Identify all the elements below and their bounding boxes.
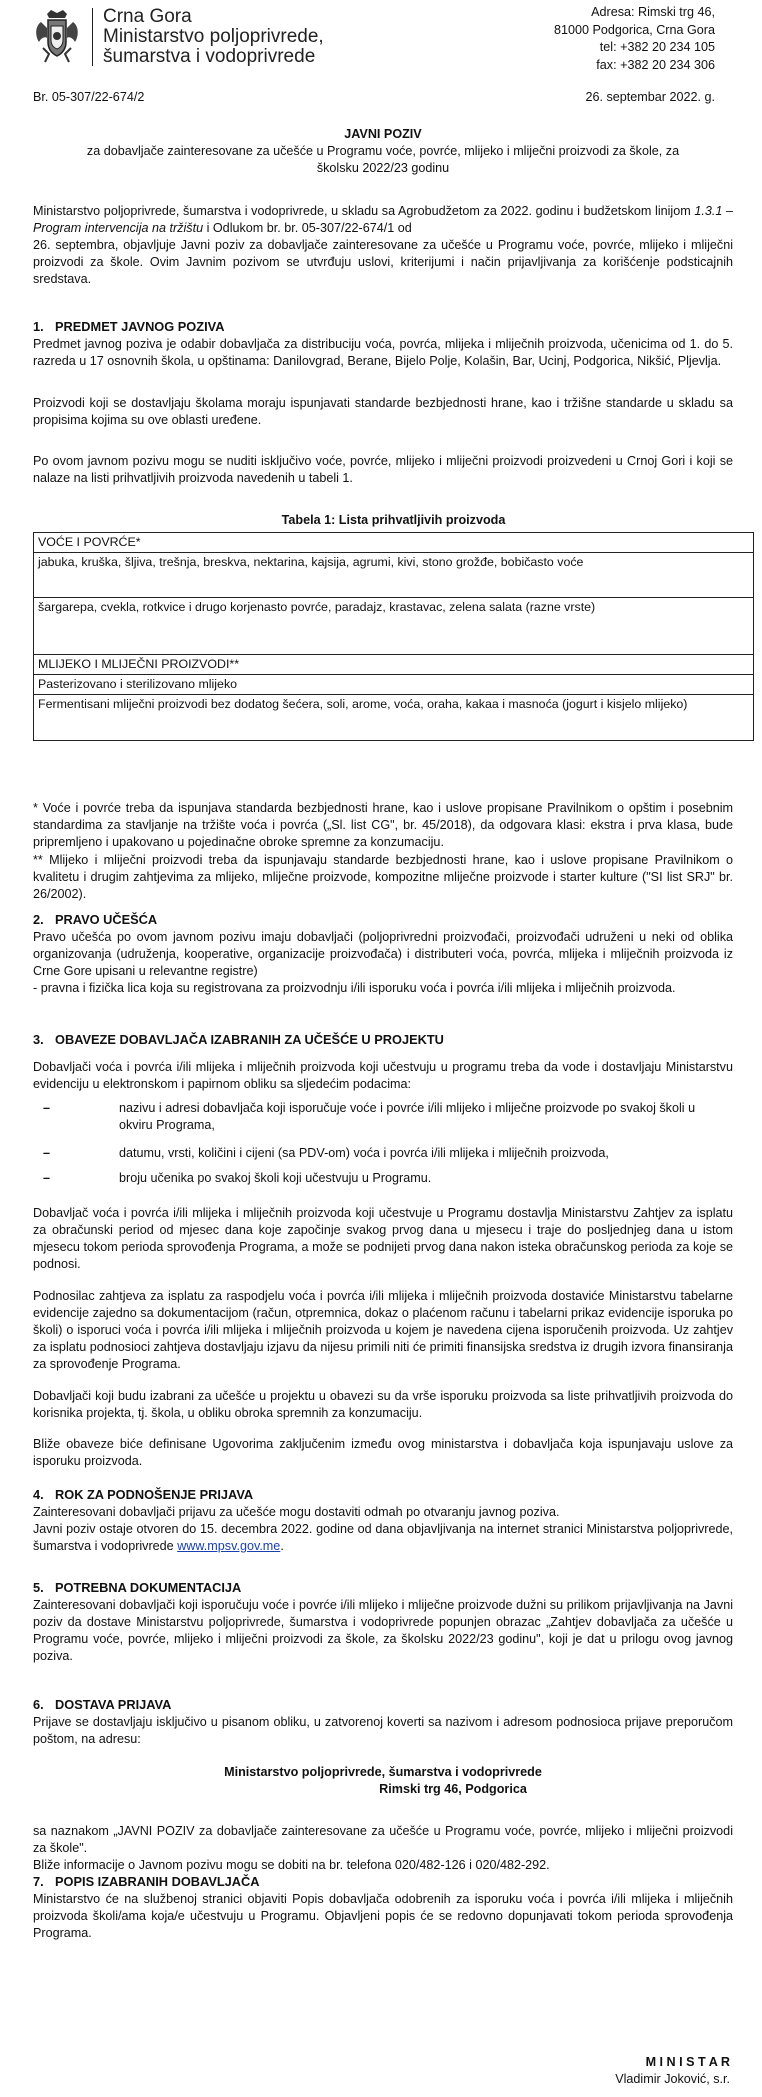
section-number: 4. xyxy=(33,1487,44,1502)
signature-block xyxy=(615,2054,730,2088)
table-row xyxy=(34,533,754,553)
paragraph: Dobavljači koji budu izabrani za učešće u projektu u obavezi su da vrše isporuku proizvoda sa liste prihvatljivih proizvoda do korisnika projekta, tj. škola, u obliku obroka spremnih za konzumaciju. xyxy=(33,1389,733,1420)
paragraph-text: Javni poziv ostaje otvoren do 15. decembra 2022. godine od dana objavljivanja na internet stranici Ministarstva poljoprivrede, šumarstva i vodoprivrede xyxy=(33,1522,733,1553)
paragraph: Zainteresovani dobavljači koji isporučuju voće i povrće i/ili mlijeko i mliječne proizvode dužni su prilikom prijavljivanja na Javni poziv da dostave Ministarstvu poljoprivrede, šumarstva i vodoprivrede popunjen obrazac „Zahtjev dobavljača za učešće u Programu voće, povrće, mlijeko i mliječni proizvodi za škole, za školsku 2022/23 godinu", koji je dat u prilogu ovog javnog poziva. xyxy=(33,1598,733,1663)
table-row xyxy=(34,655,754,675)
signatory-title: M I N I S T A R xyxy=(645,2055,730,2069)
address-line: Adresa: Rimski trg 46, xyxy=(591,5,715,19)
section-number: 6. xyxy=(33,1697,44,1712)
section-heading xyxy=(33,912,157,927)
address-line: fax: +382 20 234 306 xyxy=(596,57,715,72)
table-cell: jabuka, kruška, šljiva, trešnja, breskva, nektarina, kajsija, agrumi, kivi, stono grožđe, bobičasto voće xyxy=(34,553,754,598)
bullet-dash: – xyxy=(43,1101,51,1115)
ministry-name-block xyxy=(103,7,324,67)
paragraph: Dobavljači voća i povrća i/ili mlijeka i mliječnih proizvoda koji učestvuju u programu treba da vode i dostavljaju Ministarstvu evidenciju u elektronskom i papirnom obliku sa sljedećim podacima: xyxy=(33,1060,733,1091)
paragraph: Bliže obaveze biće definisane Ugovorima zaključenim između ovog ministarstva i dobavljača koja ispunjavaju uslove za isporuku proizvoda. xyxy=(33,1437,733,1468)
table-cell: VOĆE I POVRĆE* xyxy=(34,533,754,553)
bullet-dash: – xyxy=(43,1171,51,1185)
table-cell: MLIJEKO I MLIJEČNI PROIZVODI** xyxy=(34,655,754,675)
section-heading xyxy=(33,1032,444,1047)
table-cell: Pasterizovano i sterilizovano mlijeko xyxy=(34,675,754,695)
eligible-products-table xyxy=(33,532,754,741)
delivery-address-line: Rimski trg 46, Podgorica xyxy=(379,1782,527,1796)
delivery-address xyxy=(33,1764,733,1798)
list-item-text: broju učenika po svakoj školi koji učestvuju u Programu. xyxy=(119,1171,432,1185)
section-title: POTREBNA DOKUMENTACIJA xyxy=(55,1580,242,1595)
paragraph: Dobavljač voća i povrća i/ili mlijeka i mliječnih proizvoda koji učestvuje u Programu dostavlja Ministarstvu Zahtjev za isplatu za obračunski period od mjesec dana koje započinje svakog prvog dana u mjesecu i traje do posljednjeg dana u istom mjesecu tokom perioda sprovođenja Programa, a može se podnijeti prvog dana nakon isteka obračunskog perioda za koje se podnosi. xyxy=(33,1206,733,1271)
document-title: JAVNI POZIV xyxy=(344,127,422,141)
section-number: 1. xyxy=(33,319,44,334)
paragraph: Po ovom javnom pozivu mogu se nuditi isključivo voće, povrće, mlijeko i mliječni proizvodi proizvedeni u Crnoj Gori i koji se nalaze na listi prihvatljivih proizvoda navedenih u tabeli 1. xyxy=(33,454,733,485)
document-date: 26. septembar 2022. g. xyxy=(585,90,715,104)
paragraph: Predmet javnog poziva je odabir dobavljača za distribuciju voća, povrća, mlijeka i mliječnih proizvoda, učenicima od 1. do 5. razreda u 17 osnovnih škola, u opštinama: Danilovgrad, Berane, Bijelo Polje, Kolašin, Bar, Ucinj, Podgorica, Nikšić, Pljevlja. xyxy=(33,337,733,368)
paragraph: Prijave se dostavljaju isključivo u pisanom obliku, u zatvorenoj koverti sa nazivom i adresom podnosioca prijave preporučom poštom, na adresu: xyxy=(33,1715,733,1746)
section-number: 7. xyxy=(33,1874,44,1889)
table-cell: šargarepa, cvekla, rotkvice i drugo korjenasto povrće, paradajz, krastavac, zelena salata (razne vrste) xyxy=(34,598,754,655)
paragraph: Podnosilac zahtjeva za isplatu za raspodjelu voća i povrća i/ili mlijeka i mliječnih proizvoda dostaviće Ministarstvu tabelarne evidencije zajedno sa dokumentacijom (račun, otpremnica, dokaz o plaćenom računu i tabelarni prikaz evidencije isporuka po školi) o isporuci voća i povrća i/ili mlijeka i mliječnih proizvoda u kojem je navedena cijena isporučenih proizvoda. Uz zahtjev za isplatu podnosioci zahtjeva dostavljaju izjavu da nijesu primili niti će primiti finansijska sredstva iz drugih izvora finansiranja za sprovođenje Programa. xyxy=(33,1289,733,1371)
section-title: PREDMET JAVNOG POZIVA xyxy=(55,319,225,334)
document-subtitle-line2: školsku 2022/23 godinu xyxy=(316,161,450,175)
list-item xyxy=(43,1170,733,1187)
list-item-text: nazivu i adresi dobavljača koji isporučuje voće i povrće i/ili mlijeko i mliječne proizvode po svakoj školi u okviru Programa, xyxy=(119,1101,696,1132)
paragraph xyxy=(33,1521,733,1555)
table-row xyxy=(34,695,754,741)
budget-line-name: 1.3.1 – Program intervencija na tržištu xyxy=(33,204,733,235)
bullet-dash: – xyxy=(43,1146,51,1160)
footnote-dairy: ** Mlijeko i mliječni proizvodi treba da ispunjavaju standarde bezbjednosti hrane, kao i uslove propisane Pravilnikom o kvalitetu i drugim zahtjevima za mlijeko, mliječne proizvode, kompozitne mliječne proizvode i starter kulture ("SI list SRJ" br. 26/2002). xyxy=(33,853,733,901)
footnote-fruit-vegetables: * Voće i povrće treba da ispunjava standarda bezbjednosti hrane, kao i uslove propisane Pravilnikom o opštim i posebnim standardima za stavljanje na tržište voća i povrća („Sl. list CG", br. 45/2018), da odgovara klasi: ekstra i prva klasa, bude pripremljeno i upakovano u pojedinačne obroke spremne za konzumaciju. xyxy=(33,801,733,849)
coat-of-arms-logo xyxy=(33,8,81,66)
table-cell: Fermentisani mliječni proizvodi bez dodatog šećera, soli, arome, voća, oraha, kakaa i masnoća (jogurt i kisjelo mlijeko) xyxy=(34,695,754,741)
intro-text: 26. septembra, objavljuje Javni poziv za dobavljače zainteresovane za učešće u Programu voće, povrće, mlijeko i mliječni proizvodi za škole. Ovim Javnim pozivom se utvrđuju uslovi, kriterijumi i način prijavljivanja za korišćenje podsticajnih sredstava. xyxy=(33,238,733,286)
country-name: Crna Gora xyxy=(103,6,192,27)
section-heading xyxy=(33,1874,260,1889)
ministry-name-line2: šumarstva i vodoprivrede xyxy=(103,46,316,67)
list-item xyxy=(43,1100,733,1134)
intro-paragraph xyxy=(33,203,733,288)
paragraph: sa naznakom „JAVNI POZIV za dobavljače zainteresovane za učešće u Programu voće, povrće, mlijeko i mliječni proizvodi za škole". xyxy=(33,1824,733,1855)
paragraph: - pravna i fizička lica koja su registrovana za proizvodnju i/ili isporuku voća i povrća i/ili mlijeka i mliječnih proizvoda. xyxy=(33,981,676,995)
section-number: 5. xyxy=(33,1580,44,1595)
section-number: 3. xyxy=(33,1032,44,1047)
table-row xyxy=(34,598,754,655)
section-title: DOSTAVA PRIJAVA xyxy=(55,1697,172,1712)
section-title: ROK ZA PODNOŠENJE PRIJAVA xyxy=(55,1487,254,1502)
address-line: tel: +382 20 234 105 xyxy=(599,40,715,54)
section-title: POPIS IZABRANIH DOBAVLJAČA xyxy=(55,1874,260,1889)
section-title: OBAVEZE DOBAVLJAČA IZABRANIH ZA UČEŠĆE U PROJEKTU xyxy=(55,1032,444,1047)
table-row xyxy=(34,675,754,695)
delivery-address-line: Ministarstvo poljoprivrede, šumarstva i vodoprivrede xyxy=(224,1765,542,1779)
title-block xyxy=(33,126,733,177)
reference-number: Br. 05-307/22-674/2 xyxy=(33,90,145,104)
table-row xyxy=(34,553,754,598)
address-line: 81000 Podgorica, Crna Gora xyxy=(553,22,715,37)
ministry-address xyxy=(554,4,715,74)
section-heading xyxy=(33,1580,241,1595)
table-caption: Tabela 1: Lista prihvatljivih proizvoda xyxy=(281,513,506,527)
paragraph: Zainteresovani dobavljači prijavu za učešće mogu dostaviti odmah po otvaranju javnog poziva. xyxy=(33,1505,560,1519)
paragraph: Ministarstvo će na službenoj stranici objaviti Popis dobavljača odobrenih za isporuku voća i povrća i/ili mlijeka i mliječnih proizvoda školi/ama koja/e učestvuju u Programu. Objavljeni popis će se redovno dopunjavati tokom perioda sprovođenja Programa. xyxy=(33,1892,733,1940)
intro-text: Ministarstvo poljoprivrede, šumarstva i vodoprivrede, u skladu sa Agrobudžetom za 2022. godinu i budžetskom linijom xyxy=(33,204,695,218)
document-subtitle-line1: za dobavljače zainteresovane za učešće u Programu voće, povrće, mlijeko i mliječni proizvodi za škole, za xyxy=(86,144,680,158)
section-heading xyxy=(33,319,224,334)
paragraph: Proizvodi koji se dostavljaju školama moraju ispunjavati standarde bezbjednosti hrane, kao i tržišne standarde u skladu sa propisima kojima su ove oblasti uređene. xyxy=(33,396,733,427)
list-item-text: datumu, vrsti, količini i cijeni (sa PDV-om) voća i povrća i/ili mlijeka i mliječnih proizvoda, xyxy=(119,1146,609,1160)
section-number: 2. xyxy=(33,912,44,927)
section-title: PRAVO UČEŠĆA xyxy=(55,912,158,927)
ministry-website-link[interactable]: www.mpsv.gov.me xyxy=(177,1539,281,1553)
header-divider xyxy=(92,8,93,66)
section-heading xyxy=(33,1697,171,1712)
paragraph-text: . xyxy=(280,1539,284,1553)
paragraph: Bliže informacije o Javnom pozivu mogu se dobiti na br. telefona 020/482-126 i 020/482-292. xyxy=(33,1858,550,1872)
intro-text: i Odlukom br. br. 05-307/22-674/1 od xyxy=(203,221,412,235)
signatory-name: Vladimir Joković, s.r. xyxy=(615,2072,730,2086)
list-item xyxy=(43,1145,733,1162)
section-heading xyxy=(33,1487,253,1502)
paragraph: Pravo učešća po ovom javnom pozivu imaju dobavljači (poljoprivredni proizvođači, proizvođači udruženi u neki od oblika organizovanja (udruženja, kooperative, organizacije proizvođača) i distributeri voća, povrća, mlijeka i mliječnih proizvoda iz Crne Gore upisani u relevantne registre) xyxy=(33,930,733,978)
ministry-name-line1: Ministarstvo poljoprivrede, xyxy=(103,26,324,47)
